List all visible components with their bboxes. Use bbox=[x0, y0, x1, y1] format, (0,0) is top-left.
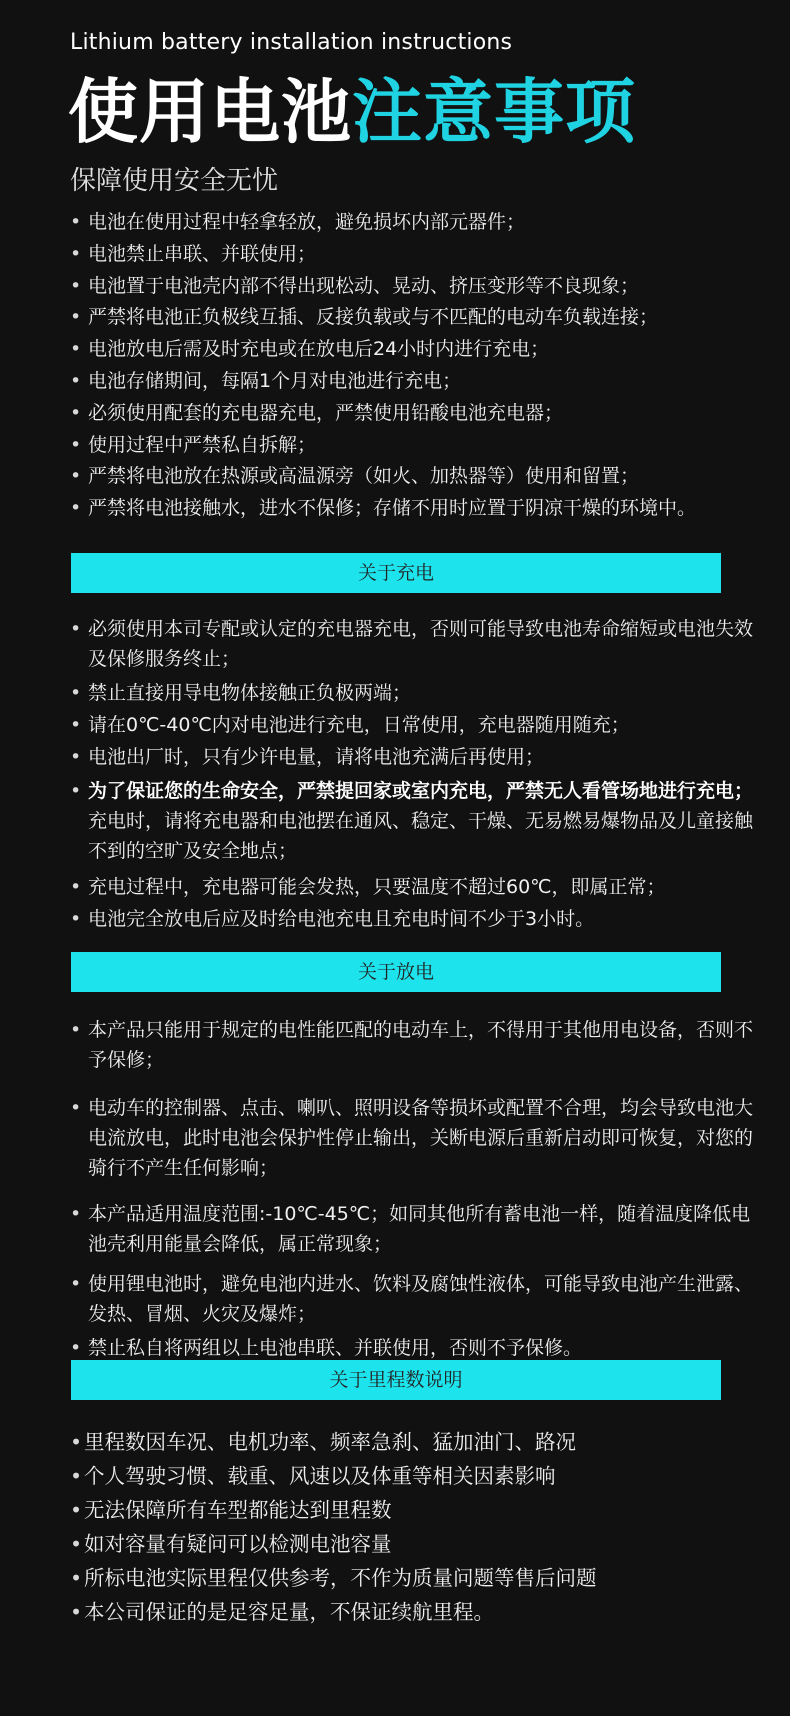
list-item: • 禁止私自将两组以上电池串联、并联使用，否则不予保修。 bbox=[70, 1333, 760, 1363]
list-item: • 电池存储期间，每隔1个月对电池进行充电； bbox=[70, 366, 760, 398]
usage-list bbox=[70, 207, 760, 525]
discharging-list bbox=[70, 1015, 760, 1363]
list-item: • 严禁将电池放在热源或高温源旁（如火、加热器等）使用和留置； bbox=[70, 461, 760, 493]
list-item: • 使用过程中严禁私自拆解； bbox=[70, 430, 760, 462]
list-item: • 本产品适用温度范围:-10℃-45℃；如同其他所有蓄电池一样，随着温度降低电池壳利用能量会降低，属正常现象； bbox=[70, 1199, 760, 1259]
charging-section-header: 关于充电 bbox=[71, 553, 721, 593]
list-item: • 如对容量有疑问可以检测电池容量 bbox=[70, 1527, 760, 1561]
list-item: • 禁止直接用导电物体接触正负极两端； bbox=[70, 678, 760, 708]
safety-warning-text: 充电时，请将充电器和电池摆在通风、稳定、干燥、无易燃易爆物品及儿童接触不到的空旷及安全地点； bbox=[88, 810, 754, 862]
safety-warning-bold: 为了保证您的生命安全，严禁提回家或室内充电，严禁无人看管场地进行充电； bbox=[88, 780, 754, 802]
list-item: • 电池置于电池壳内部不得出现松动、晃动、挤压变形等不良现象； bbox=[70, 271, 760, 303]
page-title bbox=[68, 72, 636, 152]
list-item: • 本公司保证的是足容足量，不保证续航里程。 bbox=[70, 1595, 760, 1629]
list-item: • 电池在使用过程中轻拿轻放，避免损坏内部元器件； bbox=[70, 207, 760, 239]
list-item: • 电池完全放电后应及时给电池充电且充电时间不少于3小时。 bbox=[70, 904, 760, 934]
list-item: • 使用锂电池时，避免电池内进水、饮料及腐蚀性液体，可能导致电池产生泄露、发热、冒烟、火灾及爆炸； bbox=[70, 1269, 760, 1329]
list-item: • 必须使用本司专配或认定的充电器充电，否则可能导致电池寿命缩短或电池失效及保修服务终止； bbox=[70, 614, 760, 674]
list-item: • 电池出厂时，只有少许电量，请将电池充满后再使用； bbox=[70, 742, 760, 772]
charging-list bbox=[70, 614, 760, 942]
title-cyan-part: 注意事项 bbox=[352, 71, 636, 153]
title-white-part: 使用电池 bbox=[68, 71, 352, 153]
english-title: Lithium battery installation instructions bbox=[70, 30, 513, 55]
list-item: • 电池放电后需及时充电或在放电后24小时内进行充电； bbox=[70, 334, 760, 366]
mileage-list bbox=[70, 1425, 760, 1629]
list-item: • 本产品只能用于规定的电性能匹配的电动车上，不得用于其他用电设备，否则不予保修； bbox=[70, 1015, 760, 1075]
list-item: • 严禁将电池接触水，进水不保修；存储不用时应置于阴凉干燥的环境中。 bbox=[70, 493, 760, 525]
subtitle: 保障使用安全无忧 bbox=[70, 166, 279, 196]
list-item: • 必须使用配套的充电器充电，严禁使用铅酸电池充电器； bbox=[70, 398, 760, 430]
list-item: • 电动车的控制器、点击、喇叭、照明设备等损坏或配置不合理，均会导致电池大电流放电，此时电池会保护性停止输出，关断电源后重新启动即可恢复，对您的骑行不产生任何影响； bbox=[70, 1093, 760, 1183]
list-item: • 所标电池实际里程仅供参考，不作为质量问题等售后问题 bbox=[70, 1561, 760, 1595]
discharging-section-header: 关于放电 bbox=[71, 952, 721, 992]
list-item: • 请在0℃-40℃内对电池进行充电，日常使用，充电器随用随充； bbox=[70, 710, 760, 740]
list-item: • 充电过程中，充电器可能会发热，只要温度不超过60℃，即属正常； bbox=[70, 872, 760, 902]
list-item: • 电池禁止串联、并联使用； bbox=[70, 239, 760, 271]
list-item: • 个人驾驶习惯、载重、风速以及体重等相关因素影响 bbox=[70, 1459, 760, 1493]
list-item: • 里程数因车况、电机功率、频率急刹、猛加油门、路况 bbox=[70, 1425, 760, 1459]
list-item: • 无法保障所有车型都能达到里程数 bbox=[70, 1493, 760, 1527]
mileage-section-header: 关于里程数说明 bbox=[71, 1360, 721, 1400]
list-item-safety-warning bbox=[70, 776, 760, 866]
list-item: • 严禁将电池正负极线互插、反接负载或与不匹配的电动车负载连接； bbox=[70, 302, 760, 334]
